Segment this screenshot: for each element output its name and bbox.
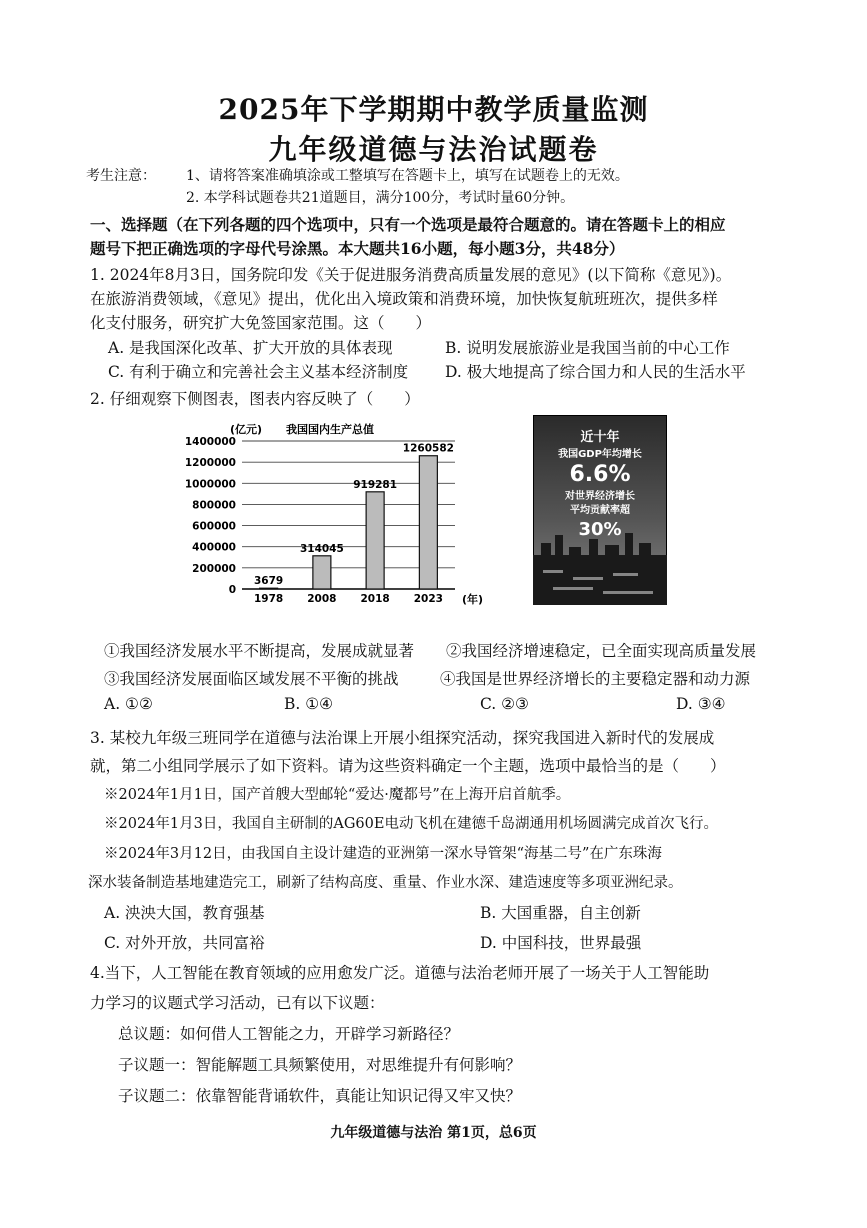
notice-item: 2. 本学科试题卷共21道题目，满分100分，考试时量60分钟。: [186, 190, 575, 206]
poster-line: 6.6%: [569, 462, 631, 487]
option-b: B. 说明发展旅游业是我国当前的中心工作: [445, 339, 730, 357]
x-tick-label: 2018: [360, 593, 390, 605]
material-item: ※2024年1月1日，国产首艘大型邮轮“爱达·魔都号”在上海开启首航季。: [104, 787, 571, 803]
option-b: B. 大国重器，自主创新: [480, 904, 641, 922]
y-tick-label: 600000: [192, 520, 236, 533]
question-text: 就，第二小组同学展示了如下资料。请为这些资料确定一个主题，选项中最恰当的是（ ）: [90, 757, 726, 775]
statement-3: ③我国经济发展面临区域发展不平衡的挑战: [104, 670, 399, 688]
poster-line: 对世界经济增长: [565, 491, 635, 502]
y-tick-label: 800000: [192, 499, 236, 512]
x-axis-unit-label: (年): [462, 593, 484, 606]
notice-line-2: [86, 187, 574, 207]
section-heading: 一、选择题（在下列各题的四个选项中，只有一个选项是最符合题意的。请在答题卡上的相应: [90, 215, 726, 234]
material-item: ※2024年3月12日，由我国自主设计建造的亚洲第一深水导管架“海基二号”在广东珠海: [104, 846, 662, 862]
notice-line-1: [86, 165, 629, 185]
bar-2018: [366, 492, 384, 589]
y-tick-label: 0: [228, 584, 236, 596]
material-item: 深水装备制造基地建造完工，刷新了结构高度、重量、作业水深、建造速度等多项亚洲纪录。: [88, 875, 683, 891]
question-text: 2. 仔细观察下侧图表，图表内容反映了（ ）: [90, 390, 420, 408]
question-text: 力学习的议题式学习活动，已有以下议题：: [90, 994, 385, 1012]
option-c: C. ②③: [480, 695, 529, 713]
exam-title: 2025年下学期期中教学质量监测: [218, 93, 649, 126]
notice-label: 考生注意：: [86, 168, 156, 184]
bar-1978: [260, 588, 278, 589]
poster-line: 近十年: [580, 430, 620, 445]
exam-subtitle: 九年级道德与法治试题卷: [268, 133, 599, 166]
statement-1: ①我国经济发展水平不断提高，发展成就显著: [104, 642, 415, 660]
option-a: A. 泱泱大国，教育强基: [104, 904, 265, 922]
option-c: C. 对外开放，共同富裕: [104, 934, 265, 952]
bar-2023: [419, 456, 437, 589]
notice-item: 1、请将答案准确填涂或工整填写在答题卡上，填写在试题卷上的无效。: [186, 168, 629, 184]
bar-2008: [313, 556, 331, 589]
y-tick-label: 1400000: [184, 436, 236, 448]
poster-line: 30%: [578, 519, 622, 540]
data-label: 1260582: [402, 442, 454, 455]
topic-main: 总议题：如何借人工智能之力，开辟学习新路径？: [118, 1025, 460, 1043]
section-heading: 题号下把正确选项的字母代号涂黑。本大题共16小题，每小题3分，共48分）: [90, 239, 625, 258]
statement-2: ②我国经济增速稳定，已全面实现高质量发展: [446, 642, 757, 660]
page-footer: 九年级道德与法治 第1页，总6页: [330, 1125, 537, 1141]
x-tick-label: 2023: [413, 593, 443, 605]
option-c: C. 有利于确立和完善社会主义基本经济制度: [108, 363, 409, 381]
poster-line: 平均贡献率超: [570, 505, 630, 516]
data-label: 3679: [254, 575, 284, 588]
poster-line: 我国GDP年均增长: [558, 449, 642, 460]
option-a: A. 是我国深化改革、扩大开放的具体表现: [108, 339, 393, 357]
option-d: D. 中国科技，世界最强: [480, 934, 642, 952]
data-label: 314045: [299, 542, 344, 555]
x-tick-label: 1978: [254, 593, 284, 605]
option-a: A. ①②: [104, 695, 153, 713]
y-tick-label: 1000000: [184, 478, 236, 491]
data-label: 919281: [353, 478, 398, 491]
option-b: B. ①④: [284, 695, 334, 713]
chart-title: 我国国内生产总值: [286, 423, 374, 436]
question-text: 3. 某校九年级三班同学在道德与法治课上开展小组探究活动，探究我国进入新时代的发展成: [90, 729, 715, 747]
y-axis-unit-label: (亿元): [230, 423, 263, 436]
statement-4: ④我国是世界经济增长的主要稳定器和动力源: [440, 670, 751, 688]
question-text: 1. 2024年8月3日，国务院印发《关于促进服务消费高质量发展的意见》(以下简称《意见》)。: [90, 266, 732, 284]
gdp-bar-chart: [180, 415, 500, 610]
x-tick-label: 2008: [307, 593, 337, 605]
option-d: D. ③④: [676, 695, 726, 713]
question-text: 化支付服务，研究扩大免签国家范围。这（ ）: [90, 314, 432, 332]
gdp-poster-image: [533, 415, 667, 605]
question-text: 在旅游消费领域，《意见》提出，优化出入境政策和消费环境，加快恢复航班班次，提供多样: [90, 290, 718, 308]
topic-sub-2: 子议题二：依靠智能背诵软件，真能让知识记得又牢又快？: [118, 1087, 522, 1105]
y-tick-label: 1200000: [184, 457, 236, 470]
topic-sub-1: 子议题一：智能解题工具频繁使用，对思维提升有何影响？: [118, 1056, 522, 1074]
y-tick-label: 400000: [192, 541, 236, 554]
material-item: ※2024年1月3日，我国自主研制的AG60E电动飞机在建德千岛湖通用机场圆满完成首次飞行。: [104, 816, 718, 832]
question-text: 4.当下，人工智能在教育领域的应用愈发广泛。道德与法治老师开展了一场关于人工智能助: [90, 964, 710, 982]
y-tick-label: 200000: [192, 562, 236, 575]
option-d: D. 极大地提高了综合国力和人民的生活水平: [445, 363, 746, 381]
